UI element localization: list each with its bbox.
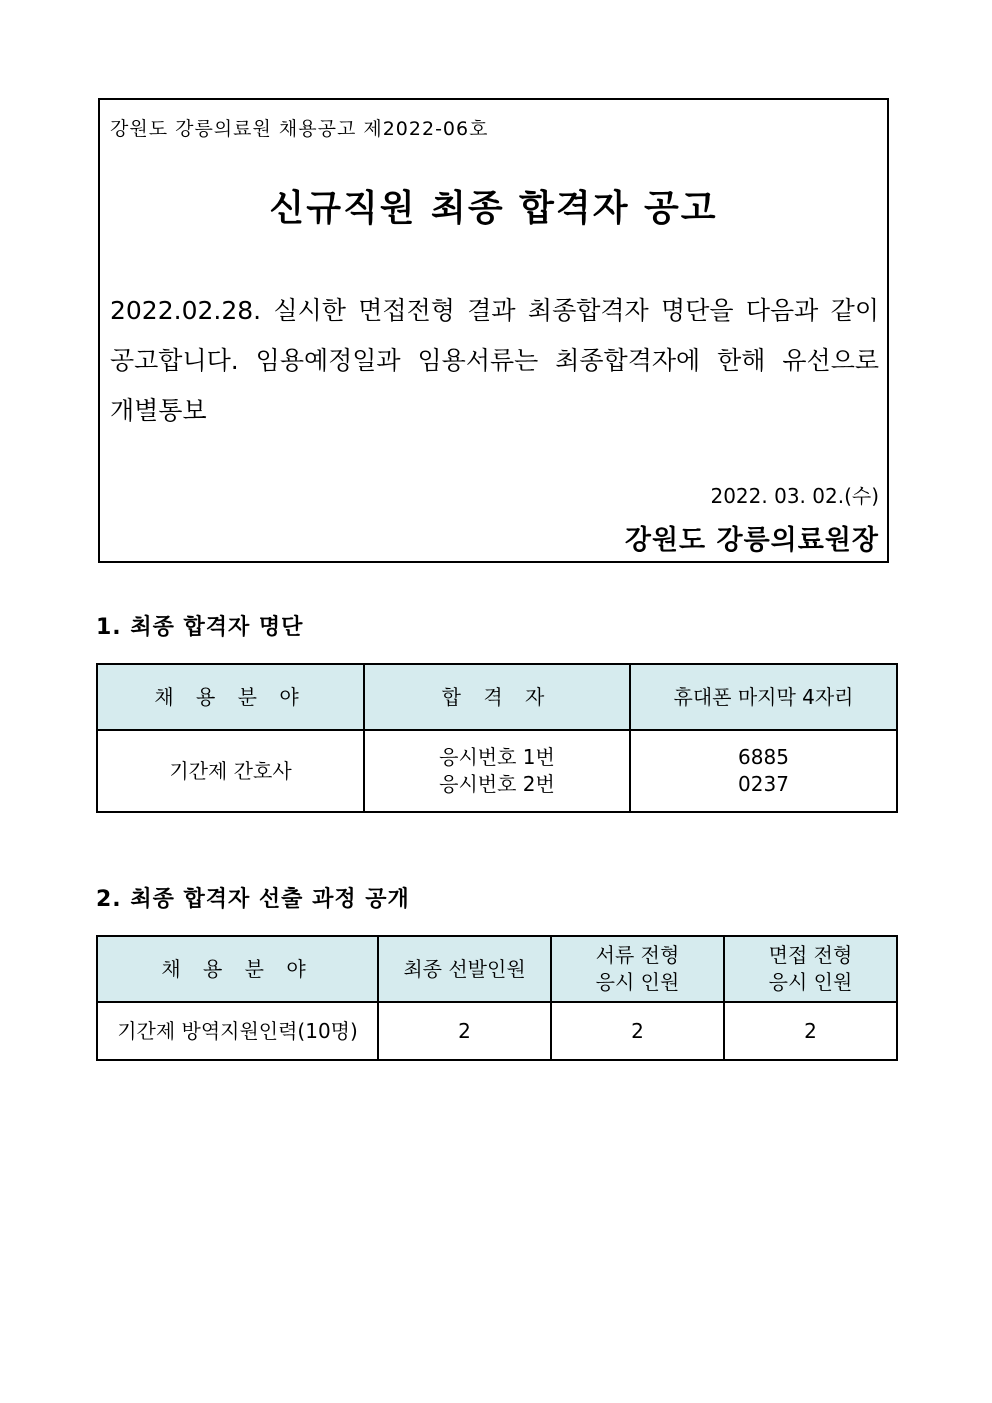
cell-interview-count: 2 bbox=[724, 1002, 897, 1060]
header-field: 채 용 분 야 bbox=[97, 664, 364, 730]
table-row bbox=[97, 1002, 897, 1060]
header-passers: 합 격 자 bbox=[364, 664, 630, 730]
notice-body: 2022.02.28. 실시한 면접전형 결과 최종합격자 명단을 다음과 같이 공고합니다. 임용예정일과 임용서류는 최종합격자에 한해 유선으로 개별통보 bbox=[110, 296, 879, 425]
cell-final-selected: 2 bbox=[378, 1002, 551, 1060]
header-final-selected: 최종 선발인원 bbox=[378, 936, 551, 1002]
section1-heading: 1. 최종 합격자 명단 bbox=[96, 615, 304, 640]
section2-heading: 2. 최종 합격자 선출 과정 공개 bbox=[96, 887, 410, 912]
notice-title: 신규직원 최종 합격자 공고 bbox=[269, 188, 718, 229]
table-header-row bbox=[97, 936, 897, 1002]
notice-number: 강원도 강릉의료원 채용공고 제2022-06호 bbox=[110, 118, 489, 140]
header-document-screening bbox=[551, 936, 724, 1002]
final-passers-table bbox=[96, 663, 898, 813]
table-row bbox=[97, 730, 897, 812]
header-interview-line1: 면접 전형 bbox=[768, 943, 853, 967]
cell-field: 기간제 방역지원인력(10명) bbox=[97, 1002, 378, 1060]
notice-issuer: 강원도 강릉의료원장 bbox=[624, 525, 879, 556]
header-interview-line2: 응시 인원 bbox=[768, 970, 853, 994]
header-phone-digits: 휴대폰 마지막 4자리 bbox=[630, 664, 897, 730]
cell-field: 기간제 간호사 bbox=[97, 730, 364, 812]
applicant-1: 응시번호 1번 bbox=[439, 745, 555, 769]
phone-digits-2: 0237 bbox=[738, 772, 789, 796]
header-field: 채 용 분 야 bbox=[97, 936, 378, 1002]
header-interview-screening bbox=[724, 936, 897, 1002]
notice-box bbox=[98, 98, 889, 563]
cell-document-count: 2 bbox=[551, 1002, 724, 1060]
table-header-row bbox=[97, 664, 897, 730]
header-document-line2: 응시 인원 bbox=[595, 970, 680, 994]
cell-applicants bbox=[364, 730, 630, 812]
phone-digits-1: 6885 bbox=[738, 745, 789, 769]
header-document-line1: 서류 전형 bbox=[595, 943, 680, 967]
selection-process-table bbox=[96, 935, 898, 1061]
cell-phone-digits bbox=[630, 730, 897, 812]
applicant-2: 응시번호 2번 bbox=[439, 772, 555, 796]
notice-date: 2022. 03. 02.(수) bbox=[710, 484, 879, 508]
